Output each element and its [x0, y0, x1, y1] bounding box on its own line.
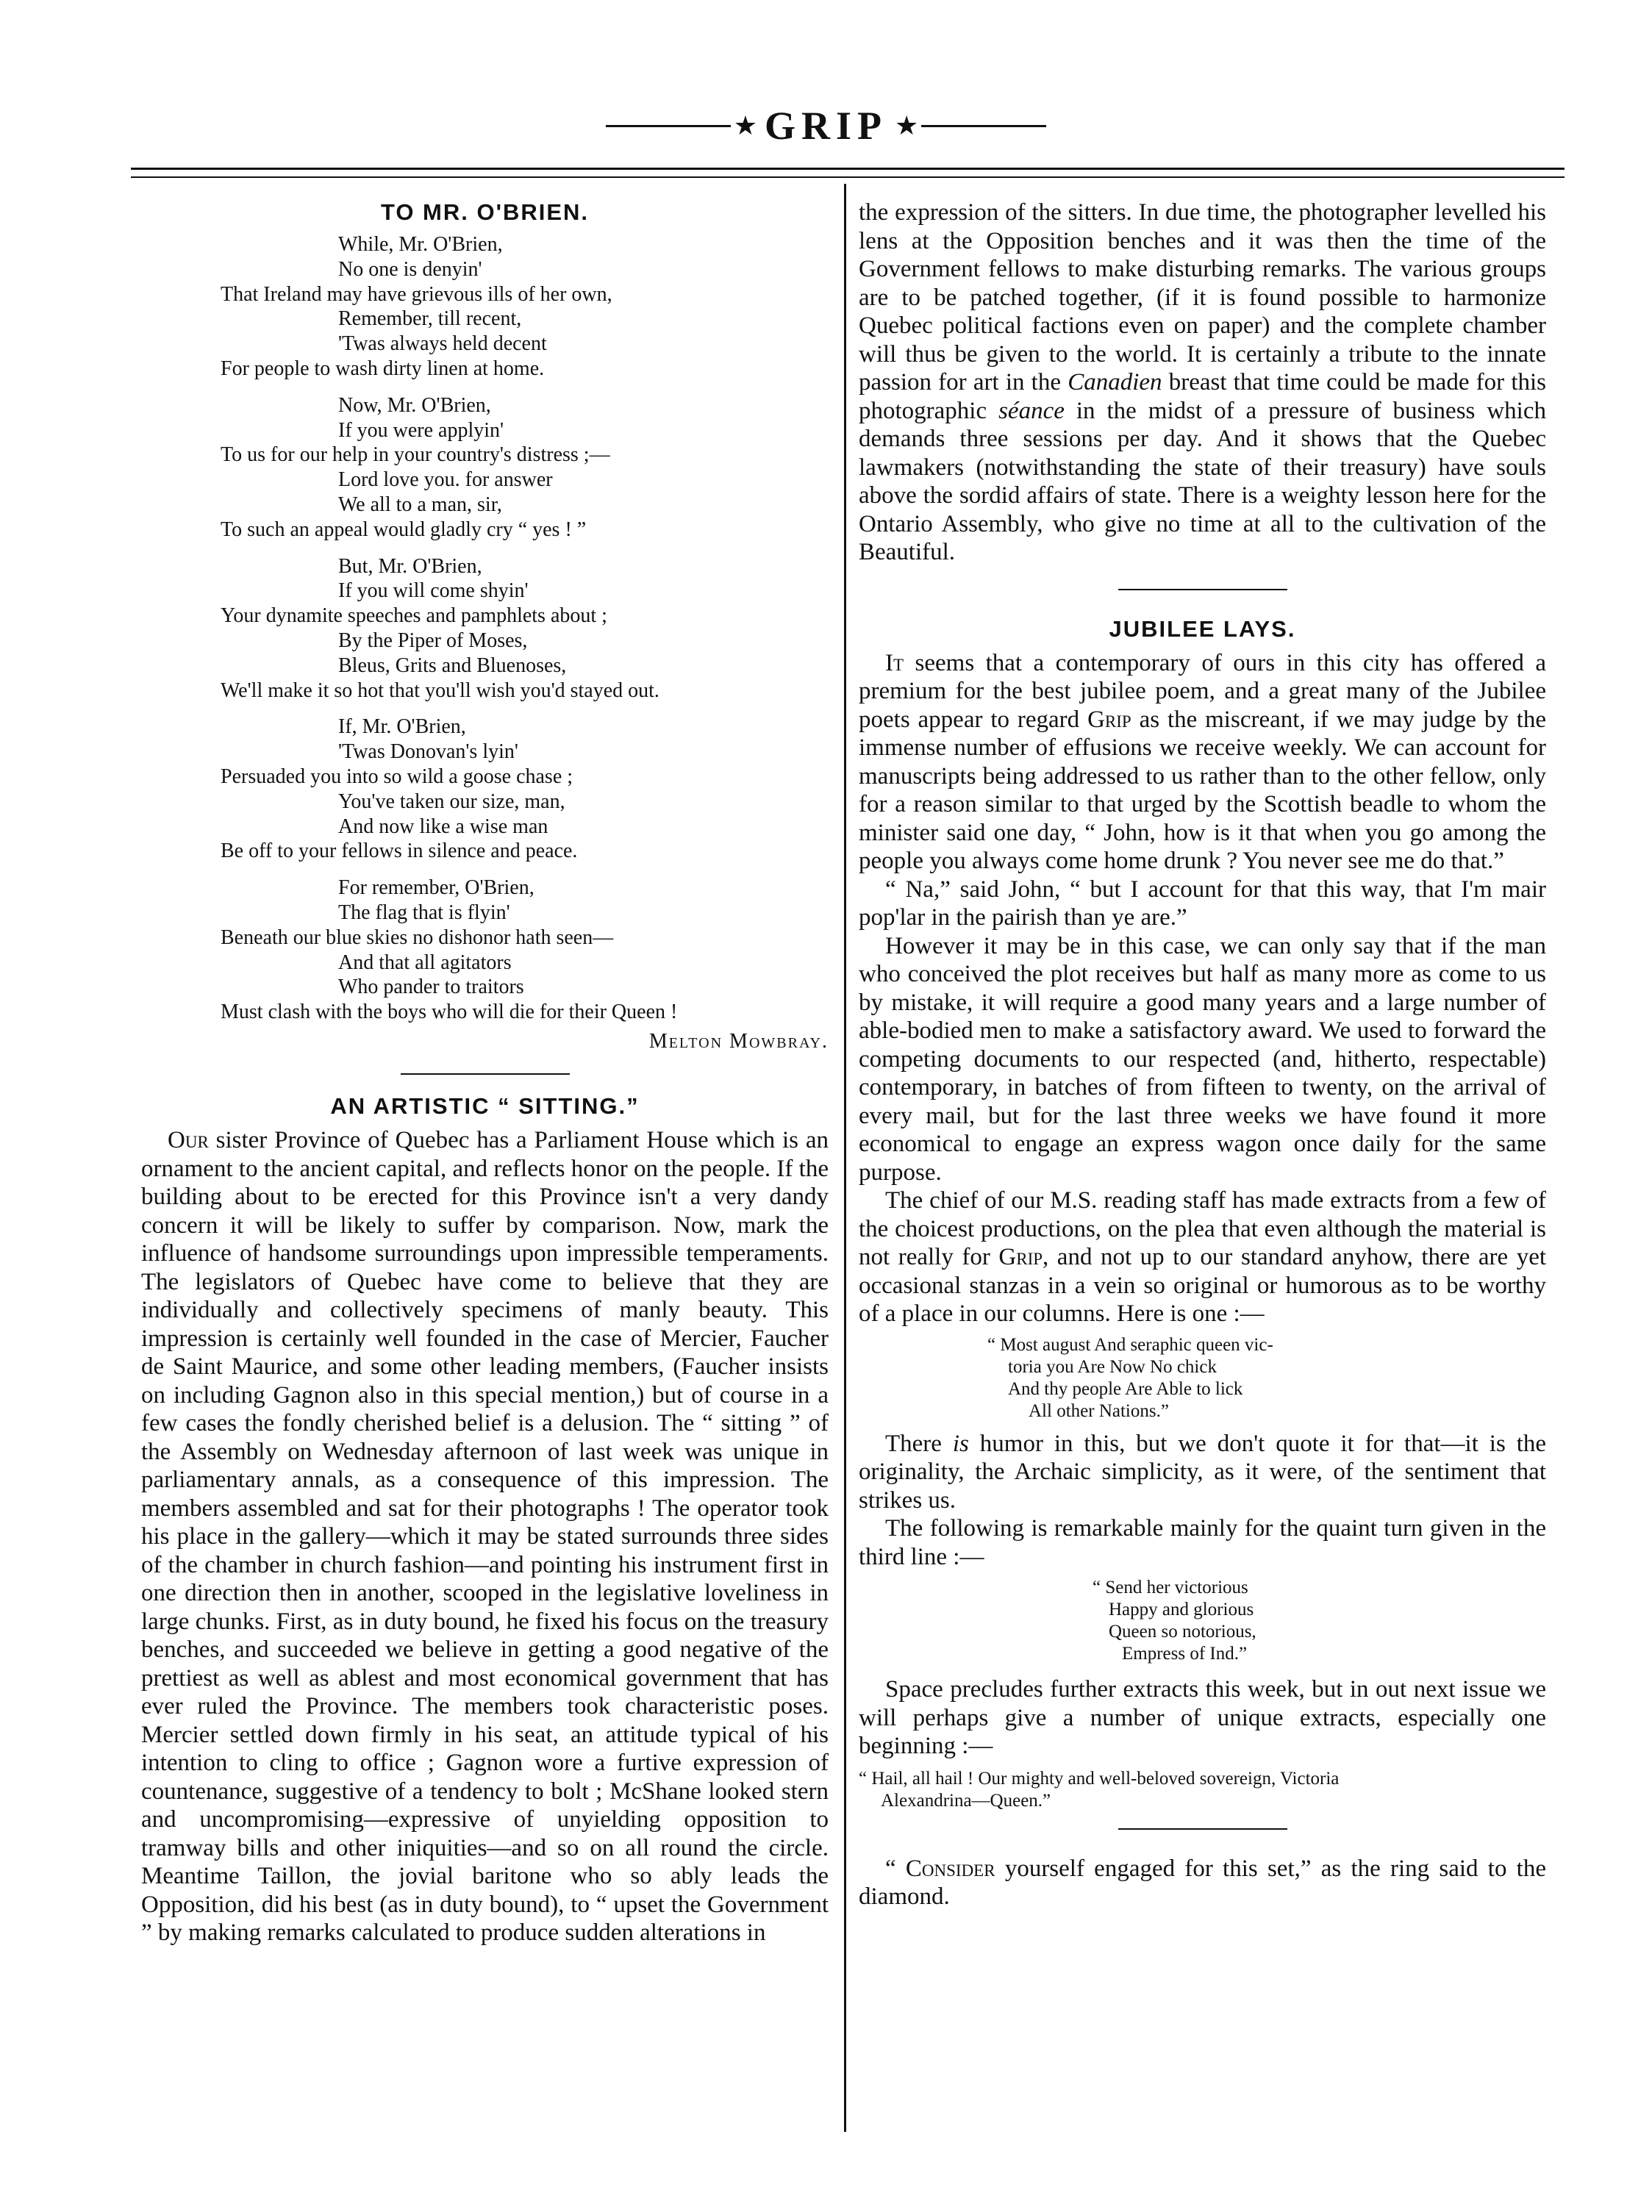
article-paragraph: [859, 649, 1546, 876]
lead-word: It: [885, 649, 904, 676]
article-text: seems that a contemporary of ours in this city has offered a premium for the best jubilee poem, and a great many of the Jubilee poets appear to regard: [859, 649, 1547, 733]
quote-line: “ Send her victorious: [1093, 1578, 1248, 1597]
poem-line: Who pander to traitors: [338, 976, 524, 999]
article-paragraph: [859, 1430, 1546, 1515]
masthead-title: GRIP: [765, 104, 887, 148]
poem-line: Be off to your fellows in silence and peace.: [221, 840, 578, 863]
poem-title: TO MR. O'BRIEN.: [380, 199, 590, 225]
poem-stanza: [221, 554, 829, 704]
poem-line: And now like a wise man: [338, 815, 548, 838]
poem-line: The flag that is flyin': [338, 901, 510, 924]
poem-line: We all to a man, sir,: [338, 493, 502, 516]
poem-line: No one is denyin': [338, 257, 482, 281]
poem-line: While, Mr. O'Brien,: [338, 233, 503, 256]
poem-line: If you will come shyin': [338, 579, 529, 603]
quote-line: Happy and glorious: [1109, 1600, 1254, 1619]
article-paragraph: However it may be in this case, we can only say that if the man who conceived the plot receives but half as many more as come to us by mistake, it will require a good many years and a large number of able-bodied men to make a satisfactory award. We used to forward the competing documents to our respected (and, hitherto, respectable) contemporary, in batches of from fifteen to twenty, on the arrival of every mail, but for the last three weeks we have found it more economical to engage an express wagon once daily for the same purpose.: [859, 932, 1546, 1186]
article-title: JUBILEE LAYS.: [1109, 615, 1296, 642]
masthead-rule-right: [921, 125, 1046, 127]
quoted-verse: [987, 1334, 1546, 1422]
poem-line: For people to wash dirty linen at home.: [221, 357, 545, 380]
poem-line: Beneath our blue skies no dishonor hath seen—: [221, 926, 614, 949]
poem-line: Persuaded you into so wild a goose chase ;: [221, 765, 573, 788]
quoted-verse: [1093, 1577, 1546, 1665]
article-title: AN ARTISTIC “ SITTING.”: [330, 1093, 640, 1120]
quote-line: “ Hail, all hail ! Our mighty and well-beloved sovereign, Victoria: [859, 1768, 1340, 1789]
poem-line: Bleus, Grits and Bluenoses,: [338, 654, 567, 677]
poem-line: We'll make it so hot that you'll wish you'd stayed out.: [221, 679, 659, 702]
poem: [221, 232, 829, 1025]
article-text: The chief of our M.S. reading staff has made extracts from a few of the choicest productions, on the plea that even although the material is not really for: [859, 1187, 1546, 1270]
poem-line: Now, Mr. O'Brien,: [338, 393, 491, 417]
column-divider: [844, 184, 846, 2132]
article-paragraph: The following is remarkable mainly for the quaint turn given in the third line :—: [859, 1515, 1546, 1570]
quote-line: Empress of Ind.”: [1122, 1644, 1248, 1664]
quote-line: “ Most august And seraphic queen vic-: [987, 1334, 1273, 1355]
poem-line: To such an appeal would gladly cry “ yes ! ”: [221, 518, 587, 541]
poem-line: Lord love you. for answer: [338, 468, 553, 492]
grip-name: Grip: [1087, 706, 1131, 733]
masthead-rule-left: [606, 125, 731, 127]
masthead: [0, 103, 1652, 148]
header-rule: [131, 168, 1565, 170]
poem-line: Must clash with the boys who will die for their Queen !: [221, 1001, 678, 1024]
poem-line: If, Mr. O'Brien,: [338, 715, 466, 739]
poem-line: And that all agitators: [338, 951, 512, 974]
article-paragraph: “ Na,” said John, “ but I account for that this way, that I'm mair pop'lar in the pairish than ye are.”: [859, 876, 1546, 931]
poem-line: 'Twas Donovan's lyin': [338, 740, 518, 764]
poem-stanza: [221, 232, 829, 382]
article-continuation: [859, 198, 1546, 567]
article-paragraph: “ Consider yourself engaged for this set,” as the ring said to the diamond.: [859, 1855, 1546, 1910]
poem-stanza: [221, 876, 829, 1025]
lead-word: Consider: [905, 1855, 995, 1882]
lead-word: Our: [168, 1127, 209, 1154]
quoted-verse: [859, 1768, 1546, 1812]
quote-line: toria you Are Now No chick: [1008, 1356, 1217, 1377]
poem-signature: Melton Mowbray.: [648, 1029, 829, 1053]
article-text: in the midst of a pressure of business which demands three sessions per day. And it shows that the Quebec lawmakers (notwithstanding the state of their treasury) have souls above the sordid affairs of state. There is a weighty lesson here for the Ontario Assembly, who give no time at all to the cultivation of the Beautiful.: [859, 397, 1547, 565]
article-text: the expression of the sitters. In due time, the photographer levelled his lens at the Opposition benches and it was then the time of the Government fellows to make disturbing remarks. The various groups are to be patched together, (if it is found possible to harmonize Quebec political factions even on paper) and the complete chamber will thus be given to the world. It is certainly a tribute to the innate passion for art in the: [859, 199, 1546, 395]
article-text: breast that time could be made for this photographic: [859, 369, 1546, 424]
left-column: [141, 198, 829, 1947]
section-divider: [1118, 589, 1287, 590]
article-paragraph: [859, 1186, 1546, 1328]
poem-line: Your dynamite speeches and pamphlets about ;: [221, 604, 607, 628]
header-rule: [131, 176, 1565, 178]
right-column: [859, 198, 1546, 1911]
italic-word: is: [952, 1430, 969, 1457]
star-ornament-icon: ★: [733, 111, 757, 140]
poem-line: 'Twas always held decent: [338, 332, 547, 356]
poem-stanza: [221, 393, 829, 543]
quote-line: Alexandrina—Queen.”: [881, 1790, 1051, 1811]
poem-line: By the Piper of Moses,: [338, 629, 528, 652]
article-text: , and not up to our standard anyhow, there are yet occasional stanzas in a vein so original or humorous as to be worthy of a place in our columns. Here is one :—: [859, 1244, 1547, 1327]
italic-word: séance: [998, 397, 1065, 424]
article-text: humor in this, but we don't quote it for that—it is the originality, the Archaic simplicity, as it were, of the sentiment that strikes us.: [859, 1430, 1547, 1514]
poem-line: That Ireland may have grievous ills of her own,: [221, 282, 612, 306]
article-text: yourself engaged for this set,” as the ring said to the diamond.: [859, 1855, 1546, 1910]
article-text: sister Province of Quebec has a Parliament House which is an ornament to the ancient capital, and reflects honor on the people. If the building about to be erected for this Province isn't a very dandy concern it will be likely to suffer by comparison. Now, mark the influence of handsome surroundings upon impressible temperaments. The legislators of Quebec have come to believe that they are individually and collectively specimens of manly beauty. This impression is certainly well founded in the case of Mercier, Faucher de Saint Maurice, and some other leading members, (Faucher insists on including Gagnon also in this special mention,) but of course in a few cases the fondly cherished belief is a delusion. The “ sitting ” of the Assembly on Wednesday afternoon of last week was unique in parliamentary annals, as a consequence of this impression. The members assembled and sat for their photographs ! The operator took his place in the gallery—which it may be stated surrounds three sides of the chamber in church fashion—and pointing his instrument first in one direction then in another, scooped in the legislative loveliness in large chunks. First, as in duty bound, he fixed his focus on the treasury benches, and succeeded we believe in getting a good negative of the prettiest as well as ablest and most economical government that has ever ruled the Province. The members took characteristic poses. Mercier settled down firmly in his seat, an attitude typical of his intention to cling to office ; Gagnon wore a furtive expression of countenance, suggestive of a tendency to bolt ; McShane looked stern and uncompromising—expressive of unyielding opposition to tramway bills and other iniquities—and so on all round the circle. Meantime Taillon, the jovial baritone who so ably leads the Opposition, did his best (as in duty bound), to “ upset the Government ” by making remarks calculated to produce sudden alterations in: [141, 1127, 829, 1947]
grip-name: Grip: [998, 1244, 1043, 1270]
article-text: There: [885, 1430, 942, 1457]
poem-line: To us for our help in your country's distress ;—: [221, 443, 610, 467]
poem-line: Remember, till recent,: [338, 307, 522, 331]
section-divider: [1118, 1828, 1287, 1830]
italic-word: Canadien: [1068, 369, 1162, 395]
star-ornament-icon: ★: [895, 111, 919, 140]
quote-line: Queen so notorious,: [1109, 1622, 1256, 1642]
poem-line: If you were applyin': [338, 418, 504, 442]
article-paragraph: [141, 1126, 829, 1947]
poem-stanza: [221, 715, 829, 864]
section-divider: [401, 1073, 570, 1075]
poem-line: But, Mr. O'Brien,: [338, 554, 482, 578]
article-text: as the miscreant, if we may judge by the immense number of effusions we receive weekly. We can account for manuscripts being addressed to us rather than to the other fellow, only for a reason similar to that urged by the Scottish beadle to whom the minister said one day, “ John, how is it that when you go among the people you always come home drunk ? You never see me do that.”: [859, 706, 1547, 874]
quote-line: All other Nations.”: [1029, 1400, 1169, 1421]
poem-line: You've taken our size, man,: [338, 790, 565, 813]
article-paragraph: Space precludes further extracts this week, but in out next issue we will perhaps give a number of unique extracts, especially one beginning :—: [859, 1676, 1546, 1759]
quote-line: And thy people Are Able to lick: [1008, 1378, 1243, 1399]
poem-line: For remember, O'Brien,: [338, 876, 534, 900]
